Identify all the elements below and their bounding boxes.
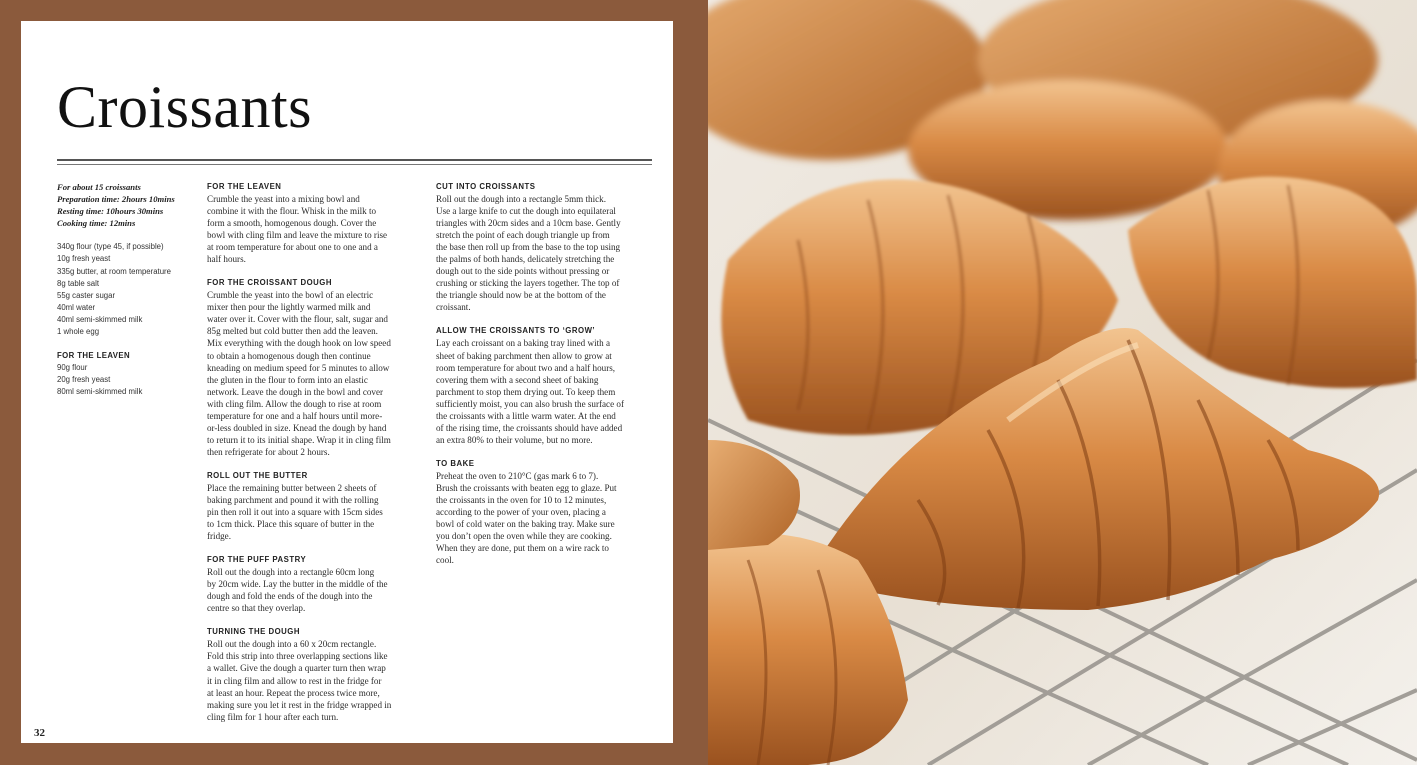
body-line: temperature for one and a half hours until more- [207,410,383,421]
section-heading: TO BAKE [436,458,475,468]
prep-time-line: Preparation time: 2hours 10mins [57,194,175,205]
body-line: cool. [436,555,454,566]
ingredient-item: 340g flour (type 45, if possible) [57,242,164,252]
body-line: cling film for 1 hour after each turn. [207,711,339,722]
page-number: 32 [34,727,45,739]
section-body [436,470,656,566]
ingredient-item: 40ml water [57,302,96,312]
body-line: making sure you let it rest in the fridge wrapped in [207,699,392,710]
method-section [207,470,425,542]
body-line: dough and fold the ends of the dough into the [207,591,373,602]
body-line: Place the remaining butter between 2 sheets of [207,482,377,493]
body-line: Roll out the dough into a rectangle 60cm long [207,567,375,578]
section-heading: CUT INTO CROISSANTS [436,182,536,191]
body-line: room temperature for about two and a half hours, [436,362,616,373]
body-line: a wallet. Give the dough a quarter turn then wrap [207,663,386,674]
body-line: baking parchment and pound it with the rolling [207,494,379,505]
body-line: bowl of cold water on the baking tray. Make sure [436,519,615,530]
ingredient-item: 55g caster sugar [57,290,116,300]
body-line: to 1cm thick. Place this square of butter in the [207,519,375,530]
ingredients-column [57,181,197,399]
body-line: pin then roll it out into a square with 15cm sides [207,507,383,518]
section-heading: FOR THE LEAVEN [207,182,282,191]
section-body [436,337,656,445]
body-line: mixer then pour the lightly warmed milk and [207,302,371,313]
body-line: fridge. [207,531,231,542]
method-column-2 [436,181,656,578]
recipe-meta [57,181,197,229]
method-section [207,277,425,458]
body-line: Crumble the yeast into a mixing bowl and [207,194,360,204]
title-rule [57,159,652,161]
body-line: When they are done, put them on a wire rack to [436,543,609,554]
leaven-ingredient-list [57,362,197,398]
body-line: 85g melted but cold butter then add the leaven. [207,326,378,337]
section-heading: TURNING THE DOUGH [207,627,300,637]
body-line: triangles with 20cm sides and a 10cm base. Gently [436,218,621,229]
body-line: Fold this strip into three overlapping sections like [207,651,388,662]
body-line: to return it to its initial shape. Wrap it in cling film [207,434,391,445]
body-line: Roll out the dough into a rectangle 5mm thick. [436,194,606,204]
body-line: an extra 80% to their volume, but no more. [436,434,593,445]
croissant-photo [708,0,1417,765]
body-line: covering them with a second sheet of baking [436,374,599,385]
body-line: at room temperature for about one to one and a [207,242,378,253]
body-line: water over it. Cover with the flour, salt, sugar and [207,314,388,325]
section-body [207,638,425,722]
body-line: form a smooth, homogenous dough. Cover the [207,218,377,229]
recipe-page [21,21,673,743]
section-heading: FOR THE PUFF PASTRY [207,555,307,565]
body-line: or-less doubled in size. Knead the dough by hand [207,422,387,433]
body-line: with cling film. Allow the dough to rise at room [207,398,382,409]
body-line: Preheat the oven to 210°C (gas mark 6 to 7). [436,470,599,481]
cooking-time-line: Cooking time: 12mins [57,218,136,229]
page-title: Croissants [57,74,313,140]
ingredient-item: 80ml semi-skimmed milk [57,387,143,397]
leaven-ingredients-heading: FOR THE LEAVEN [57,351,131,361]
body-line: Mix everything with the dough hook on low speed [207,338,391,349]
body-line: Brush the croissants with beaten egg to glaze. Put [436,482,617,493]
body-line: sufficiently moist, you can also brush the surface of [436,398,624,409]
body-line: the gluten in the flour to form into an elastic [207,374,368,385]
method-section [207,181,425,265]
body-line: Roll out the dough into a 60 x 20cm rectangle. [207,639,377,650]
ingredient-item: 40ml semi-skimmed milk [57,314,143,324]
body-line: dough out to the side points without pressing or [436,266,610,277]
section-heading: ALLOW THE CROISSANTS TO ‘GROW’ [436,326,596,336]
section-body [207,193,425,265]
body-line: sheet of baking parchment then allow to grow at [436,350,612,361]
body-line: at least an hour. Repeat the process twice more, [207,687,380,698]
method-column-1 [207,181,425,735]
body-line: it in cling film and allow to rest in the fridge for [207,675,382,686]
body-line: centre so that they overlap. [207,603,306,614]
ingredient-item: 335g butter, at room temperature [57,266,171,276]
body-line: crushing or sticking the layers together. The top of [436,278,620,289]
body-line: to obtain a homogenous dough then continue [207,350,371,361]
body-line: kneading on medium speed for 5 minutes to allow [207,362,390,373]
ingredient-item: 8g table salt [57,278,100,288]
body-line: half hours. [207,254,246,265]
body-line: of the rising time, the croissants should have added [436,422,623,433]
body-line: you don’t open the oven while they are cooking. [436,531,612,542]
body-line: the triangle should now be at the bottom of the [436,290,606,301]
ingredient-item: 1 whole egg [57,327,100,337]
method-section [207,626,425,722]
yield-line: For about 15 croissants [57,182,141,192]
section-body [436,193,656,313]
body-line: then refrigerate for about 2 hours. [207,446,330,457]
body-line: combine it with the flour. Whisk in the milk to [207,206,377,217]
section-heading: FOR THE CROISSANT DOUGH [207,278,332,288]
body-line: the croissants in the oven for 10 to 12 minutes, [436,494,607,505]
method-section [436,325,656,445]
section-body [207,566,425,614]
section-body [207,289,425,458]
croissant-illustration [708,0,1417,765]
title-rule-thin [57,164,652,165]
body-line: croissant. [436,302,471,313]
body-line: Crumble the yeast into the bowl of an electric [207,290,374,301]
body-line: bowl with cling film and leave the mixture to rise [207,230,388,241]
section-body [207,482,425,542]
body-line: the croissants with a little warm water. At the end [436,410,616,421]
body-line: according to the power of your oven, placing a [436,507,606,518]
body-line: Use a large knife to cut the dough into equilateral [436,206,616,217]
body-line: by 20cm wide. Lay the butter in the middle of the [207,579,388,590]
ingredient-item: 90g flour [57,363,88,373]
body-line: stretch the point of each dough triangle up from [436,230,610,241]
section-heading: ROLL OUT THE BUTTER [207,470,308,480]
method-section [436,458,656,566]
ingredient-item: 20g fresh yeast [57,375,111,385]
method-section [436,181,656,313]
body-line: parchment to stop them drying out. To keep them [436,386,616,397]
resting-time-line: Resting time: 10hours 30mins [57,206,164,217]
body-line: Lay each croissant on a baking tray lined with a [436,338,610,349]
ingredient-item: 10g fresh yeast [57,254,111,264]
body-line: network. Leave the dough in the bowl and cover [207,386,384,397]
body-line: the palms of both hands, delicately stretching the [436,254,615,265]
ingredient-list [57,241,197,338]
body-line: the base then roll up from the base to the top using [436,242,621,253]
method-section [207,554,425,614]
